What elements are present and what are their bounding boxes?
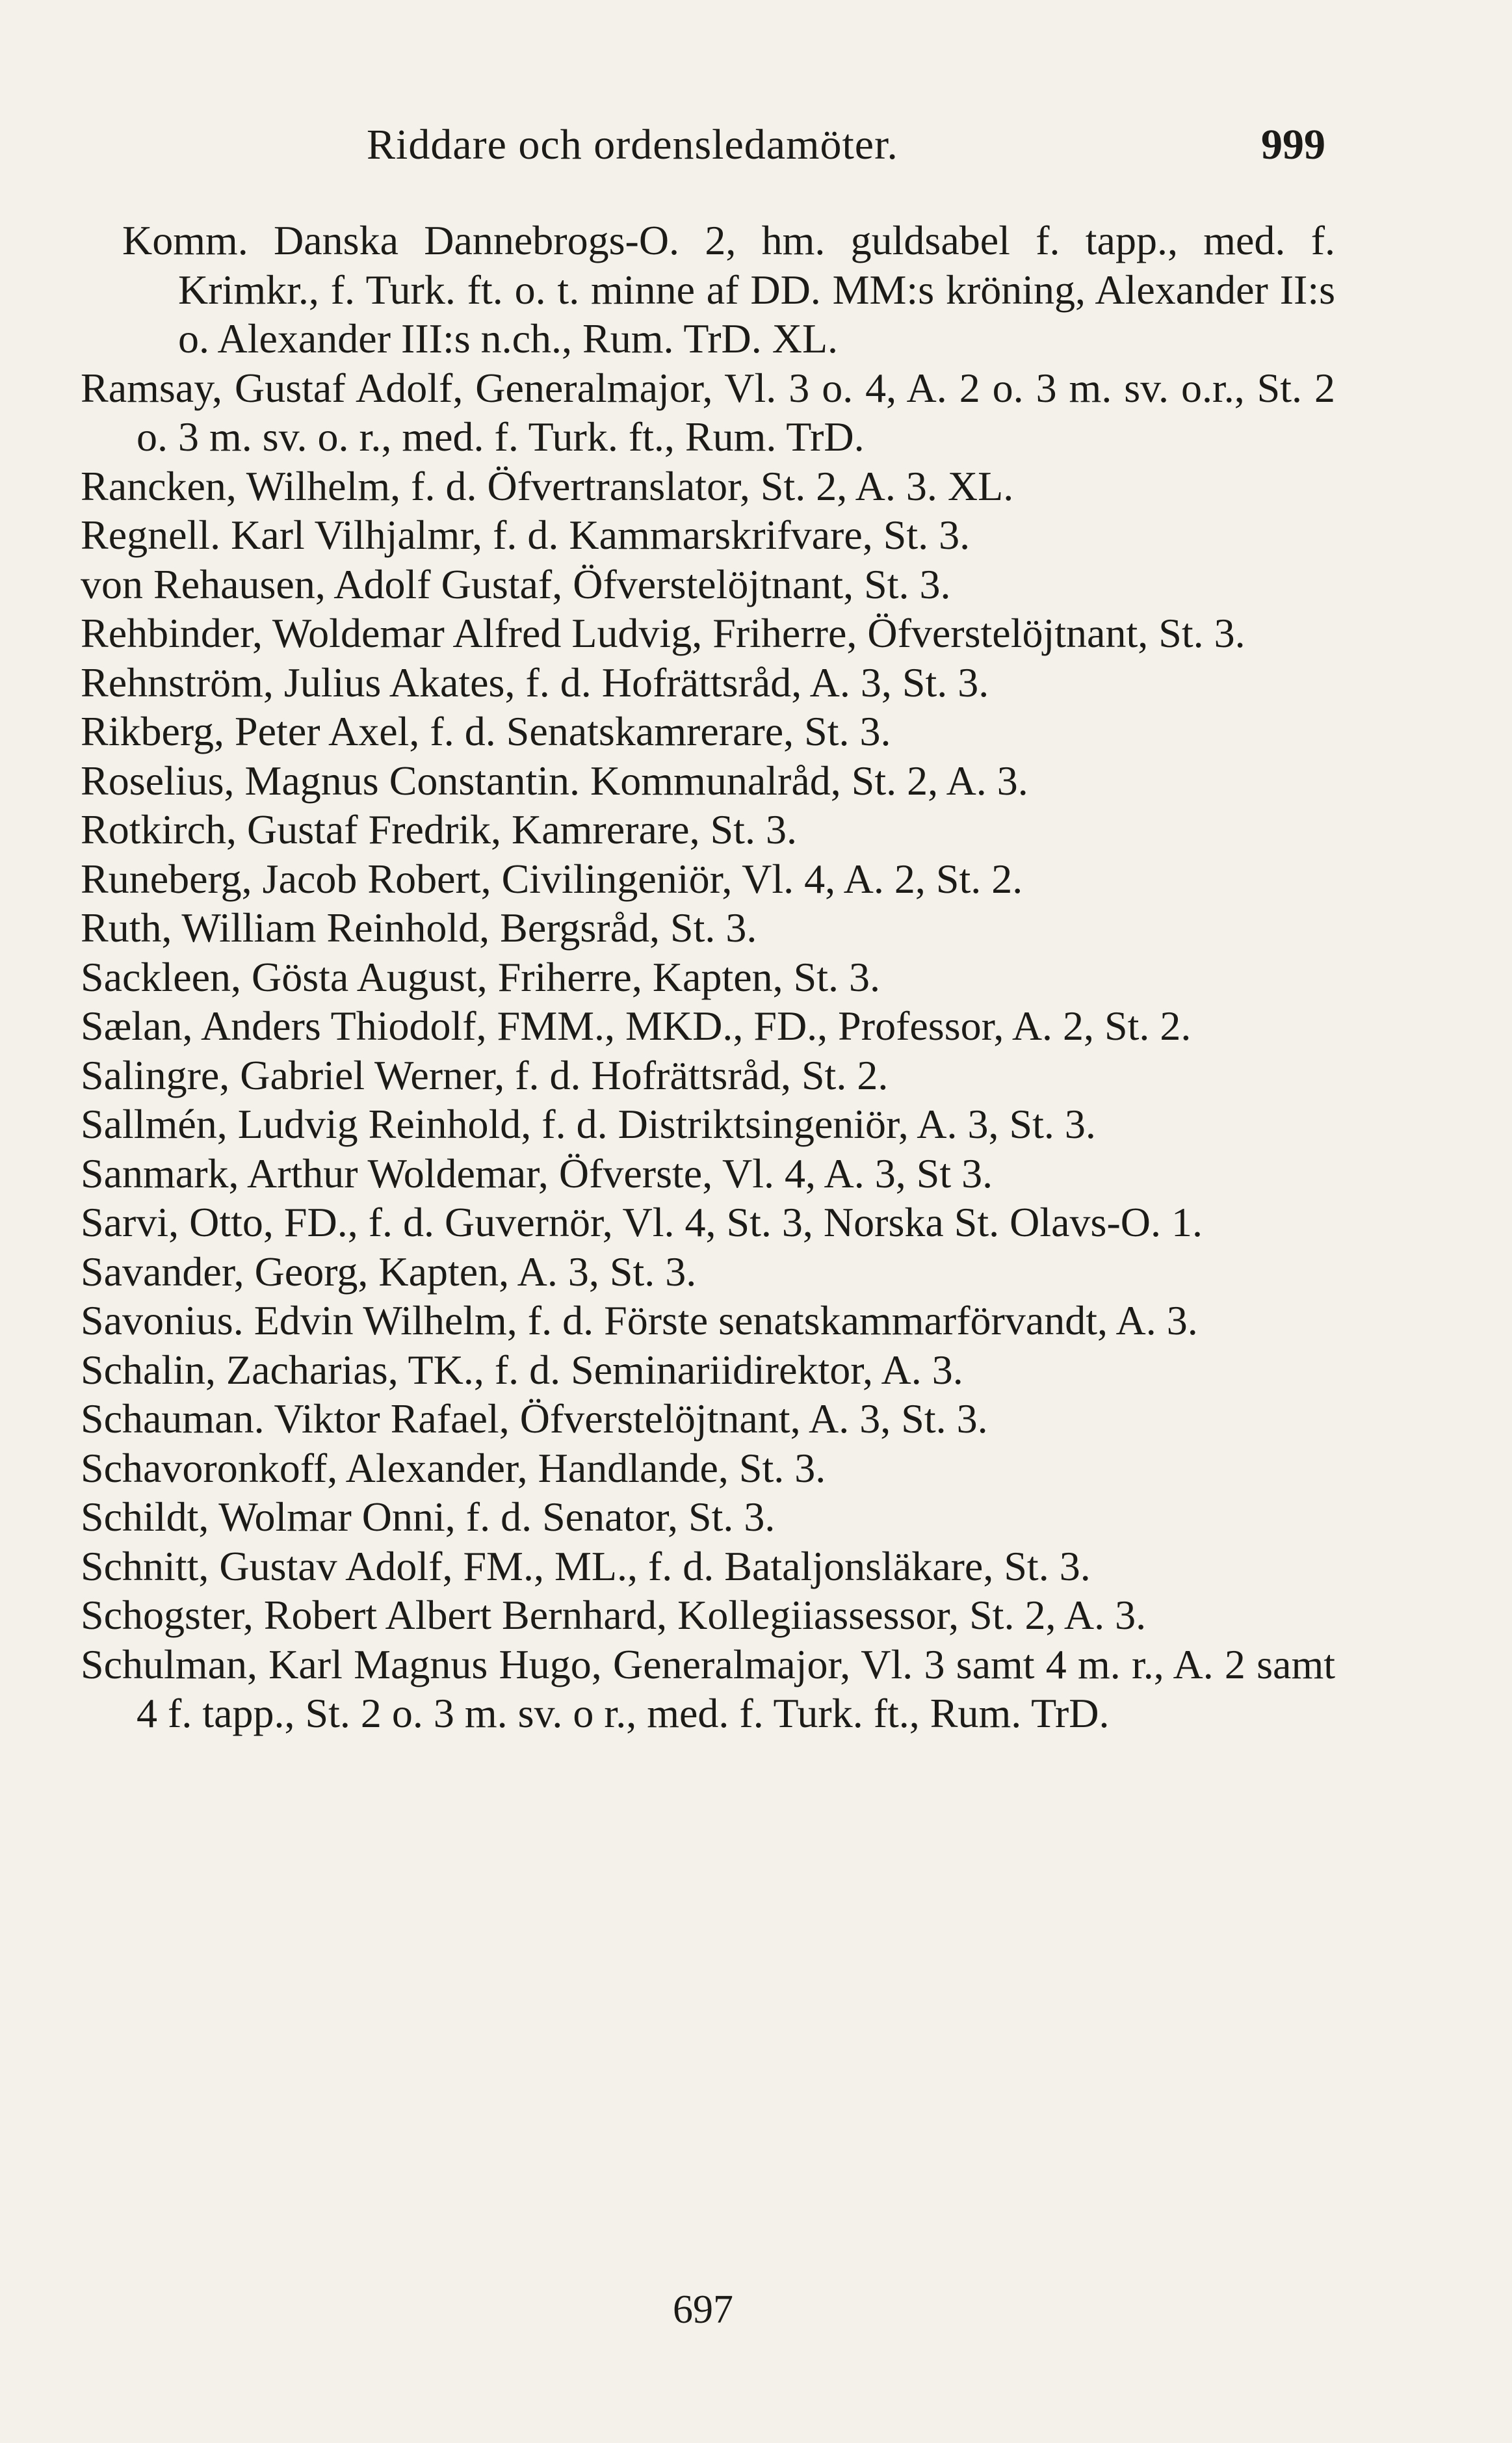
list-item: Roselius, Magnus Constantin. Kommunalråd, St. 2, A. 3. xyxy=(81,757,1028,804)
list-item: Schogster, Robert Albert Bernhard, Kollegiiassessor, St. 2, A. 3. xyxy=(81,1592,1147,1638)
list-item: Schavoronkoff, Alexander, Handlande, St. 3. xyxy=(81,1444,826,1491)
list-item: Ruth, William Reinhold, Bergsråd, St. 3. xyxy=(81,905,757,951)
list-item: Schnitt, Gustav Adolf, FM., ML., f. d. Bataljonsläkare, St. 3. xyxy=(81,1542,1091,1589)
entry-list xyxy=(81,216,1335,1738)
list-item: Sallmén, Ludvig Reinhold, f. d. Distriktsingeniör, A. 3, St. 3. xyxy=(81,1101,1096,1147)
list-item: Ramsay, Gustaf Adolf, Generalmajor, Vl. 3 o. 4, A. 2 o. 3 m. sv. o.r., St. 2 o. 3 m. sv. o. r., med. f. Turk. ft., Rum. TrD. xyxy=(81,364,1335,460)
page-number: 999 xyxy=(1261,121,1325,168)
list-item: Schalin, Zacharias, TK., f. d. Seminariidirektor, A. 3. xyxy=(81,1346,963,1393)
list-item: Rehnström, Julius Akates, f. d. Hofrättsråd, A. 3, St. 3. xyxy=(81,659,989,706)
list-item: Rikberg, Peter Axel, f. d. Senatskamrerare, St. 3. xyxy=(81,708,891,754)
list-item: von Rehausen, Adolf Gustaf, Öfverstelöjtnant, St. 3. xyxy=(81,561,951,607)
list-item: Sanmark, Arthur Woldemar, Öfverste, Vl. 4, A. 3, St 3. xyxy=(81,1150,993,1196)
list-item: Savonius. Edvin Wilhelm, f. d. Förste senatskammarförvandt, A. 3. xyxy=(81,1297,1198,1343)
list-item: Rotkirch, Gustaf Fredrik, Kamrerare, St. 3. xyxy=(81,806,797,852)
list-item: Schauman. Viktor Rafael, Öfverstelöjtnant, A. 3, St. 3. xyxy=(81,1395,988,1442)
page-header xyxy=(81,116,1325,174)
list-item: Rehbinder, Woldemar Alfred Ludvig, Friherre, Öfverstelöjtnant, St. 3. xyxy=(81,610,1245,656)
list-item: Komm. Danska Dannebrogs-O. 2, hm. guldsabel f. tapp., med. f. Krimkr., f. Turk. ft. o. t. minne af DD. MM:s kröning, Alexander II:s o. Alexander III:s n.ch., Rum. TrD. XL. xyxy=(122,217,1335,362)
list-item: Salingre, Gabriel Werner, f. d. Hofrättsråd, St. 2. xyxy=(81,1051,889,1098)
list-item: Sarvi, Otto, FD., f. d. Guvernör, Vl. 4, St. 3, Norska St. Olavs-O. 1. xyxy=(81,1199,1203,1245)
list-item: Regnell. Karl Vilhjalmr, f. d. Kammarskrifvare, St. 3. xyxy=(81,512,971,558)
list-item: Schulman, Karl Magnus Hugo, Generalmajor, Vl. 3 samt 4 m. r., A. 2 samt 4 f. tapp., St. 2 o. 3 m. sv. o r., med. f. Turk. ft., Rum. TrD. xyxy=(81,1641,1335,1736)
list-item: Sælan, Anders Thiodolf, FMM., MKD., FD., Professor, A. 2, St. 2. xyxy=(81,1003,1192,1049)
list-item: Rancken, Wilhelm, f. d. Öfvertranslator, St. 2, A. 3. XL. xyxy=(81,462,1014,509)
running-title: Riddare och ordensledamöter. xyxy=(367,121,898,168)
list-item: Savander, Georg, Kapten, A. 3, St. 3. xyxy=(81,1248,697,1295)
list-item: Schildt, Wolmar Onni, f. d. Senator, St. 3. xyxy=(81,1494,776,1540)
list-item: Runeberg, Jacob Robert, Civilingeniör, Vl. 4, A. 2, St. 2. xyxy=(81,855,1023,902)
list-item: Sackleen, Gösta August, Friherre, Kapten, St. 3. xyxy=(81,953,880,1000)
footer-page-number: 697 xyxy=(673,2288,733,2332)
